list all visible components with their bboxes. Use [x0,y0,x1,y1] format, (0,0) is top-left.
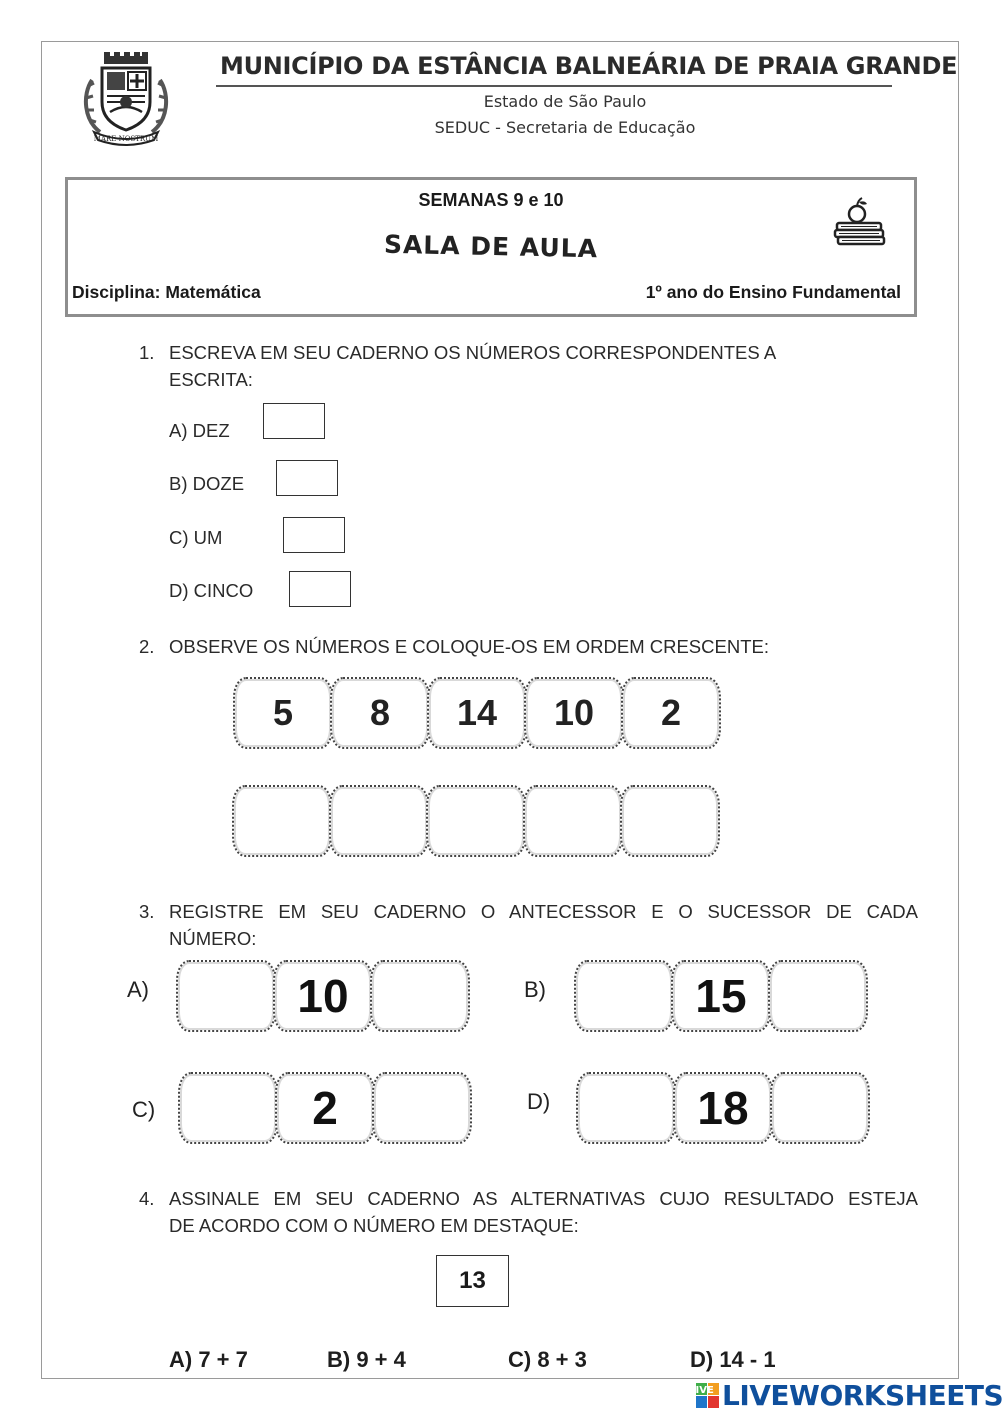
state-name: Estado de São Paulo [483,92,647,111]
q3-item-label: D) [527,1089,551,1114]
successor-box[interactable] [768,960,868,1032]
question-2 [139,633,859,663]
given-number: 15 [671,960,771,1032]
predecessor-box[interactable] [176,960,276,1032]
neighbors-row [178,1072,472,1144]
question-number: 4. [139,1188,155,1209]
ordering-answer-cell[interactable] [232,785,332,857]
choice-b[interactable]: B) 9 + 4 [327,1347,406,1372]
given-number: 18 [673,1072,773,1144]
weeks-label: SEMANAS 9 e 10 [418,190,564,210]
question-text: ESCREVA EM SEU CADERNO OS NÚMEROS CORRESPONDENTES A [169,342,777,363]
highlighted-number: 13 [436,1255,509,1307]
number-card: 14 [427,677,527,749]
q3-item-label: A) [127,977,149,1002]
question-number: 3. [139,901,155,922]
question-4 [139,1185,918,1245]
number-card: 2 [621,677,721,749]
given-number: 10 [273,960,373,1032]
municipality-title: MUNICÍPIO DA ESTÂNCIA BALNEÁRIA DE PRAIA GRANDE [220,52,958,80]
q1-item-label: C) UM [169,527,223,548]
question-text: OBSERVE OS NÚMEROS E COLOQUE-OS EM ORDEM CRESCENTE: [169,636,769,657]
subject-label: Disciplina: Matemática [72,282,261,302]
svg-text:LIVE: LIVE [689,1385,714,1396]
question-text: ESCRITA: [169,369,253,390]
q3-item-label: B) [524,977,546,1002]
q1-answer-box[interactable] [283,517,345,553]
question-text: DE ACORDO COM O NÚMERO EM DESTAQUE: [169,1215,579,1236]
question-3 [139,898,918,958]
ordering-answer-cell[interactable] [426,785,526,857]
question-text: NÚMERO: [169,928,257,949]
predecessor-box[interactable] [178,1072,278,1144]
department-name: SEDUC - Secretaria de Educação [434,118,696,137]
municipal-crest-icon [80,50,172,146]
q1-answer-box[interactable] [263,403,325,439]
predecessor-box[interactable] [576,1072,676,1144]
number-card: 10 [524,677,624,749]
given-number: 2 [275,1072,375,1144]
ordering-answer-cell[interactable] [523,785,623,857]
choice-a[interactable]: A) 7 + 7 [169,1347,248,1372]
title-underline [216,85,892,87]
ordering-answer-cell[interactable] [620,785,720,857]
predecessor-box[interactable] [574,960,674,1032]
neighbors-row [576,1072,870,1144]
liveworksheets-logo-icon [689,1382,720,1410]
question-text: REGISTRE EM SEU CADERNO O ANTECESSOR E O SUCESSOR DE CADA [169,901,918,922]
successor-box[interactable] [370,960,470,1032]
number-card: 8 [330,677,430,749]
question-1 [139,339,859,399]
ordering-answer-row [232,785,720,857]
successor-box[interactable] [372,1072,472,1144]
q3-item-label: C) [132,1097,156,1122]
svg-text:MARE NOSTRUM: MARE NOSTRUM [93,135,159,143]
choice-d[interactable]: D) 14 - 1 [690,1347,776,1372]
number-card: 5 [233,677,333,749]
worksheet-info-box [65,177,917,317]
neighbors-row [176,960,470,1032]
question-number: 1. [139,342,155,363]
q1-item-label: B) DOZE [169,473,245,494]
liveworksheets-brand[interactable]: LIVEWORKSHEETS [722,1379,1003,1412]
question-text: ASSINALE EM SEU CADERNO AS ALTERNATIVAS CUJO RESULTADO ESTEJA [169,1188,918,1209]
choice-c[interactable]: C) 8 + 3 [508,1347,587,1372]
question-number: 2. [139,636,155,657]
q1-item-label: A) DEZ [169,420,230,441]
successor-box[interactable] [770,1072,870,1144]
ordering-answer-cell[interactable] [329,785,429,857]
number-sequence [233,677,720,749]
q1-answer-box[interactable] [289,571,351,607]
neighbors-row [574,960,868,1032]
q1-answer-box[interactable] [276,460,338,496]
grade-label: 1º ano do Ensino Fundamental [645,282,901,302]
q1-item-label: D) CINCO [169,580,254,601]
worksheet-title: SALA DE AULA [383,229,599,264]
books-apple-icon [829,192,889,250]
